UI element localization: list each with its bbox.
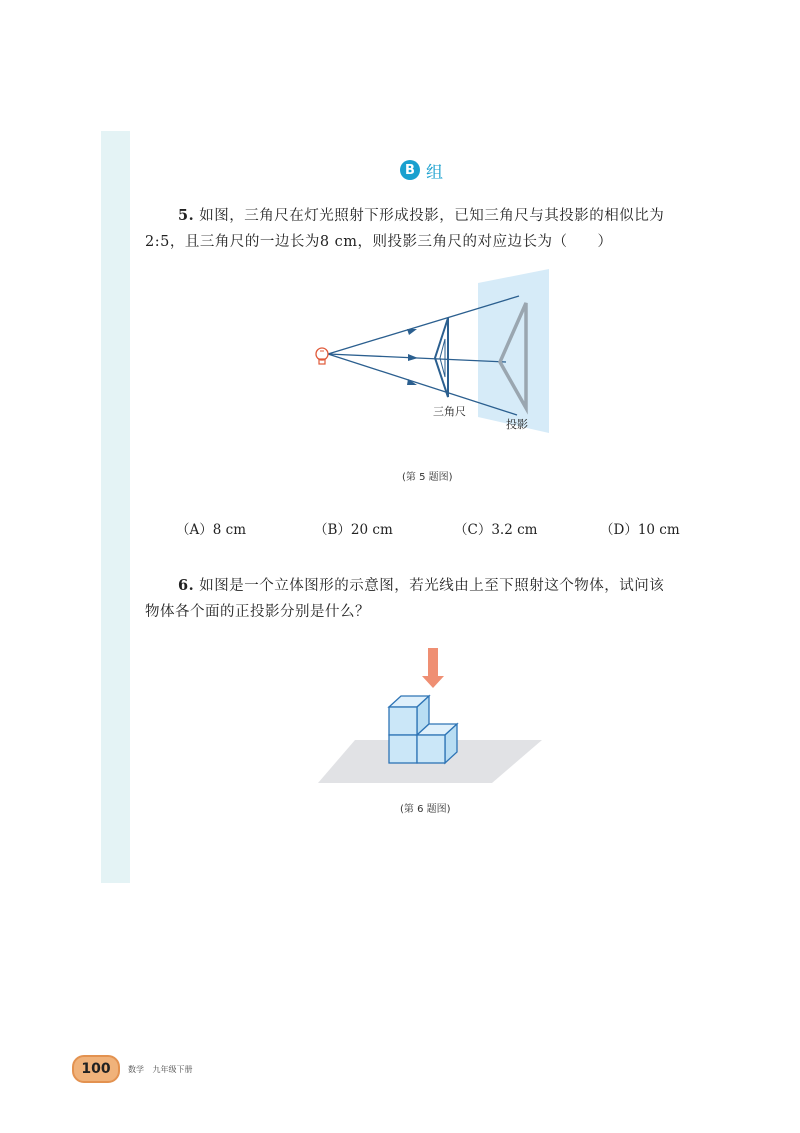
book-title <box>128 1064 193 1075</box>
group-heading <box>400 158 443 182</box>
projection-screen <box>478 269 549 433</box>
question-5 <box>145 203 725 255</box>
book-subject: 数学 <box>128 1064 144 1074</box>
triangle-ruler <box>435 318 448 397</box>
choice-d: （D）10 cm <box>600 522 680 538</box>
group-badge: B <box>400 160 420 180</box>
label-triangle: 三角尺 <box>433 405 466 418</box>
figure-6 <box>310 640 550 790</box>
page-footer <box>72 1056 193 1082</box>
arrow-top <box>407 329 417 335</box>
figure-6-caption: (第 6 题图) <box>400 804 451 815</box>
bulb-icon <box>316 348 328 364</box>
question-6-number: 6. <box>178 577 195 594</box>
page-number: 100 <box>72 1055 120 1083</box>
triangle-ruler-inner <box>440 339 445 377</box>
question-6-line2: 物体各个面的正投影分别是什么？ <box>145 604 370 620</box>
book-grade: 九年级下册 <box>152 1064 193 1074</box>
question-6-line1: 如图是一个立体图形的示意图，若光线由上至下照射这个物体，试问该 <box>199 578 665 594</box>
figure-5-caption: (第 5 题图) <box>402 472 453 483</box>
question-5-line1: 如图，三角尺在灯光照射下形成投影，已知三角尺与其投影的相似比为 <box>199 208 665 224</box>
choice-b: （B）20 cm <box>314 522 393 538</box>
choice-c: （C）3.2 cm <box>454 522 538 538</box>
cube-stack <box>389 696 457 763</box>
question-5-line2: 2:5，且三角尺的一边长为8 cm，则投影三角尺的对应边长为（ ） <box>145 234 613 250</box>
light-arrow-icon <box>422 648 444 688</box>
group-label: 组 <box>426 162 443 183</box>
arrow-middle <box>408 354 418 361</box>
figure-5 <box>300 265 560 440</box>
question-6 <box>145 573 725 625</box>
question-5-number: 5. <box>178 207 195 224</box>
side-band <box>101 131 130 883</box>
label-shadow: 投影 <box>506 418 528 431</box>
choices <box>176 518 736 538</box>
choice-a: （A）8 cm <box>176 522 246 538</box>
